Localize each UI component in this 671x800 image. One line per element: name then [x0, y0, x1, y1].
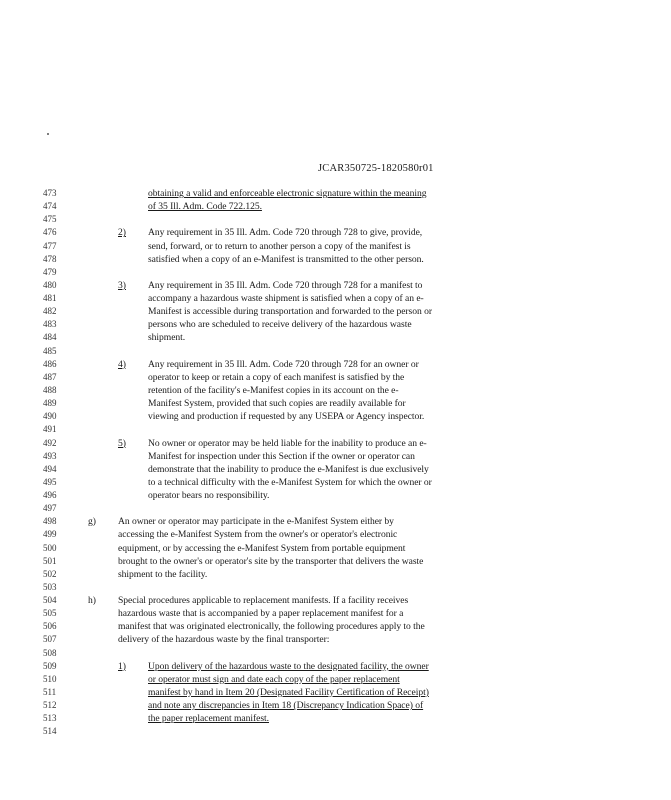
subsection-marker: 5) — [118, 437, 126, 449]
line-text: shipment. — [148, 332, 186, 344]
document-line — [0, 542, 671, 555]
document-line — [0, 226, 671, 239]
line-number: 486 — [43, 358, 57, 369]
line-number: 487 — [43, 371, 57, 382]
line-text: and note any discrepancies in Item 18 (Discrepancy Indication Space) of — [148, 700, 424, 712]
line-text: equipment, or by accessing the e-Manifest System from portable equipment — [118, 542, 406, 554]
line-number: 502 — [43, 568, 57, 579]
subsection-marker: 2) — [118, 227, 126, 239]
line-number: 512 — [43, 700, 57, 711]
line-number: 510 — [43, 673, 57, 684]
document-line — [0, 200, 671, 213]
line-text: accessing the e-Manifest System from the owner's or operator's electronic — [118, 529, 398, 541]
line-text: hazardous waste that is accompanied by a paper replacement manifest for a — [118, 608, 404, 620]
document-line — [0, 725, 671, 738]
line-text: No owner or operator may be held liable for the inability to produce an e- — [148, 437, 427, 449]
line-number: 490 — [43, 411, 57, 422]
subsection-marker: 1) — [118, 660, 126, 672]
line-number: 488 — [43, 385, 57, 395]
document-line — [0, 345, 671, 358]
line-number: 483 — [43, 319, 57, 330]
line-text: brought to the owner's or operator's site by the transporter that delivers the waste — [118, 555, 424, 567]
line-number: 503 — [43, 581, 57, 592]
line-number: 511 — [43, 686, 57, 697]
line-text: manifest that was originated electronically, the following procedures apply to the — [118, 621, 425, 633]
line-number: 496 — [43, 490, 57, 500]
document-line — [0, 292, 671, 305]
document-line — [0, 581, 671, 594]
line-number: 484 — [43, 332, 57, 343]
document-line — [0, 502, 671, 515]
line-number: 504 — [43, 595, 57, 605]
line-number: 477 — [43, 240, 57, 251]
line-number: 493 — [43, 450, 57, 461]
line-number: 479 — [43, 266, 57, 277]
line-text: to a technical difficulty with the e-Manifest System for which the owner or — [148, 476, 432, 488]
document-line — [0, 647, 671, 660]
line-number: 497 — [43, 503, 57, 514]
line-text: accompany a hazardous waste shipment is satisfied when a copy of an e- — [148, 293, 424, 304]
document-line — [0, 240, 671, 253]
line-text: An owner or operator may participate in the e-Manifest System either by — [118, 516, 394, 528]
document-line — [0, 555, 671, 568]
document-line — [0, 712, 671, 725]
document-line — [0, 279, 671, 292]
document-line — [0, 423, 671, 436]
line-number: 494 — [43, 463, 57, 474]
line-number: 495 — [43, 476, 57, 487]
document-line — [0, 476, 671, 489]
document-line — [0, 437, 671, 450]
document-line — [0, 594, 671, 607]
scan-speck — [47, 133, 49, 135]
line-text: Manifest System, provided that such copies are readily available for — [148, 398, 406, 410]
line-number: 478 — [43, 253, 57, 264]
line-text: Upon delivery of the hazardous waste to the designated facility, the owner — [148, 660, 429, 672]
line-number: 474 — [43, 201, 57, 212]
line-number: 480 — [43, 279, 57, 290]
document-line — [0, 371, 671, 384]
line-text: retention of the facility's e-Manifest copies in its account on the e- — [148, 385, 399, 396]
line-number: 506 — [43, 621, 57, 632]
document-line — [0, 450, 671, 463]
document-line — [0, 410, 671, 423]
line-text: Special procedures applicable to replacement manifests. If a facility receives — [118, 595, 409, 606]
document-line — [0, 607, 671, 620]
line-number: 492 — [43, 437, 57, 448]
line-text: of 35 Ill. Adm. Code 722.125. — [148, 201, 262, 213]
line-number: 498 — [43, 516, 57, 527]
line-text: or operator must sign and date each copy of the paper replacement — [148, 673, 400, 685]
subsection-marker: 3) — [118, 279, 126, 291]
document-line — [0, 318, 671, 331]
line-text: demonstrate that the inability to produce the e-Manifest is due exclusively — [148, 463, 429, 475]
document-line — [0, 187, 671, 200]
document-line — [0, 305, 671, 318]
document-line — [0, 213, 671, 226]
subsection-marker: g) — [88, 516, 96, 528]
document-line — [0, 331, 671, 344]
document-line — [0, 633, 671, 646]
line-number: 491 — [43, 424, 57, 435]
line-number: 473 — [43, 188, 57, 198]
document-line — [0, 489, 671, 502]
document-line — [0, 699, 671, 712]
document-line — [0, 358, 671, 371]
document-line — [0, 397, 671, 410]
document-line — [0, 253, 671, 266]
line-number: 508 — [43, 647, 57, 658]
line-number: 501 — [43, 555, 57, 566]
line-text: satisfied when a copy of an e-Manifest is transmitted to the other person. — [148, 253, 424, 265]
line-text: send, forward, or to return to another person a copy of the manifest is — [148, 240, 411, 252]
line-text: Any requirement in 35 Ill. Adm. Code 720 through 728 for a manifest to — [148, 279, 423, 291]
line-text: Any requirement in 35 Ill. Adm. Code 720 through 728 for an owner or — [148, 358, 419, 370]
line-text: obtaining a valid and enforceable electronic signature within the meaning — [148, 188, 427, 199]
line-text: manifest by hand in Item 20 (Designated Facility Certification of Receipt) — [148, 686, 429, 698]
document-code: JCAR350725-1820580r01 — [318, 163, 434, 174]
line-text: Manifest for inspection under this Section if the owner or operator can — [148, 450, 415, 462]
document-line — [0, 528, 671, 541]
line-text: operator bears no responsibility. — [148, 490, 270, 501]
line-number: 509 — [43, 660, 57, 671]
line-number: 481 — [43, 293, 57, 303]
document-line — [0, 620, 671, 633]
document-line — [0, 673, 671, 686]
line-text: delivery of the hazardous waste by the final transporter: — [118, 634, 330, 646]
subsection-marker: 4) — [118, 358, 126, 370]
line-number: 489 — [43, 398, 57, 409]
line-number: 499 — [43, 529, 57, 540]
line-text: persons who are scheduled to receive delivery of the hazardous waste — [148, 319, 412, 331]
document-line — [0, 384, 671, 397]
document-line — [0, 515, 671, 528]
subsection-marker: h) — [88, 595, 96, 606]
line-number: 514 — [43, 726, 57, 737]
line-text: viewing and production if requested by any USEPA or Agency inspector. — [148, 411, 425, 423]
line-text: shipment to the facility. — [118, 568, 208, 580]
line-number: 500 — [43, 542, 57, 553]
document-line — [0, 463, 671, 476]
line-text: operator to keep or retain a copy of each manifest is satisfied by the — [148, 371, 405, 383]
line-text: Any requirement in 35 Ill. Adm. Code 720 through 728 to give, provide, — [148, 227, 423, 239]
line-number: 482 — [43, 306, 57, 317]
document-line — [0, 686, 671, 699]
line-number: 485 — [43, 345, 57, 356]
line-number: 475 — [43, 214, 57, 225]
line-number: 507 — [43, 634, 57, 645]
line-text: the paper replacement manifest. — [148, 713, 269, 725]
document-line — [0, 266, 671, 279]
document-line — [0, 660, 671, 673]
line-text: Manifest is accessible during transportation and forwarded to the person or — [148, 306, 432, 318]
line-number: 476 — [43, 227, 57, 238]
document-line — [0, 568, 671, 581]
line-number: 505 — [43, 608, 57, 619]
line-number: 513 — [43, 713, 57, 724]
